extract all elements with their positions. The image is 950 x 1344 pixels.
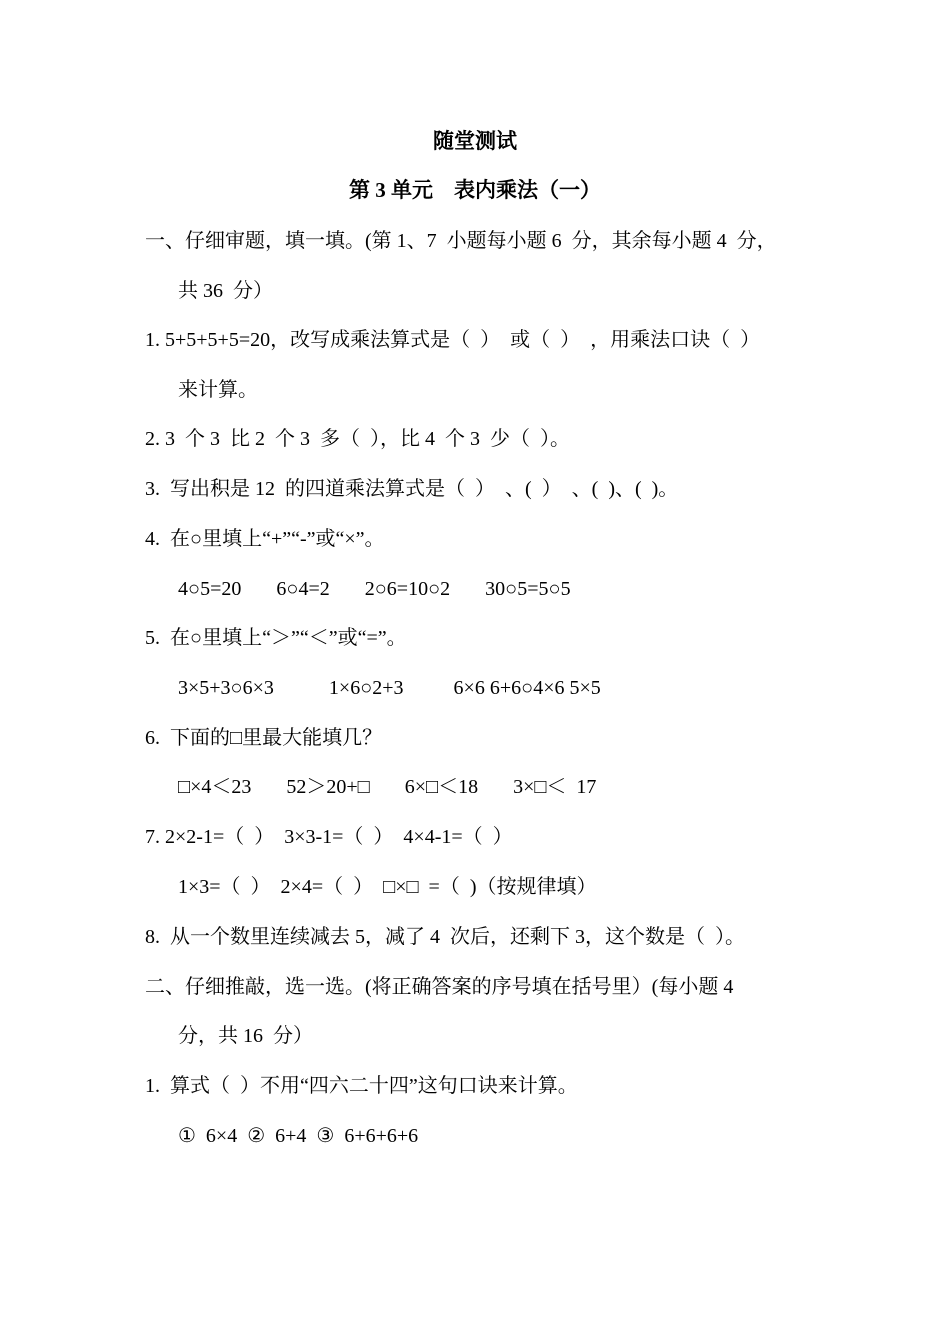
question5-items: 3×5+3○6×3 1×6○2+3 6×6 6+6○4×6 5×5	[178, 677, 601, 699]
question8: 8. 从一个数里连续减去 5，减了 4 次后，还剩下 3，这个数是（ ）。	[145, 926, 745, 948]
question6-prompt: 6. 下面的□里最大能填几？	[145, 727, 383, 749]
unit-subtitle: 第 3 单元 表内乘法（一）	[349, 178, 601, 202]
section2-question1-prompt: 1. 算式（ ）不用“四六二十四”这句口诀来计算。	[145, 1075, 578, 1097]
question1-line2: 来计算。	[178, 379, 258, 401]
page-title: 随堂测试	[433, 129, 517, 153]
question4-items: 4○5=20 6○4=2 2○6=10○2 30○5=5○5	[178, 578, 571, 600]
question5-prompt: 5. 在○里填上“＞”“＜”或“=”。	[145, 627, 407, 649]
question7-line1: 7. 2×2-1=（ ） 3×3-1=（ ） 4×4-1=（ ）	[145, 826, 513, 848]
question3: 3. 写出积是 12 的四道乘法算式是（ ） 、( ） 、( )、( )。	[145, 478, 679, 500]
section2-heading-line2: 分，共 16 分）	[178, 1025, 313, 1047]
section1-heading-line1: 一、仔细审题，填一填。(第 1、7 小题每小题 6 分，其余每小题 4 分，	[145, 230, 777, 252]
section1-heading-line2: 共 36 分）	[178, 280, 273, 302]
question6-items: □×4＜23 52＞20+□ 6×□＜18 3×□＜ 17	[178, 776, 597, 798]
question4-prompt: 4. 在○里填上“+”“-”或“×”。	[145, 528, 385, 550]
question1-line1: 1. 5+5+5+5=20，改写成乘法算式是（ ） 或（ ） ，用乘法口诀（ ）	[145, 329, 761, 351]
question7-line2: 1×3=（ ） 2×4=（ ） □×□ =（ )（按规律填）	[178, 876, 597, 898]
question2: 2. 3 个 3 比 2 个 3 多（ ），比 4 个 3 少（ ）。	[145, 428, 570, 450]
section2-question1-options: ① 6×4 ② 6+4 ③ 6+6+6+6	[178, 1125, 419, 1147]
section2-heading-line1: 二、仔细推敲，选一选。(将正确答案的序号填在括号里）(每小题 4	[145, 976, 734, 998]
